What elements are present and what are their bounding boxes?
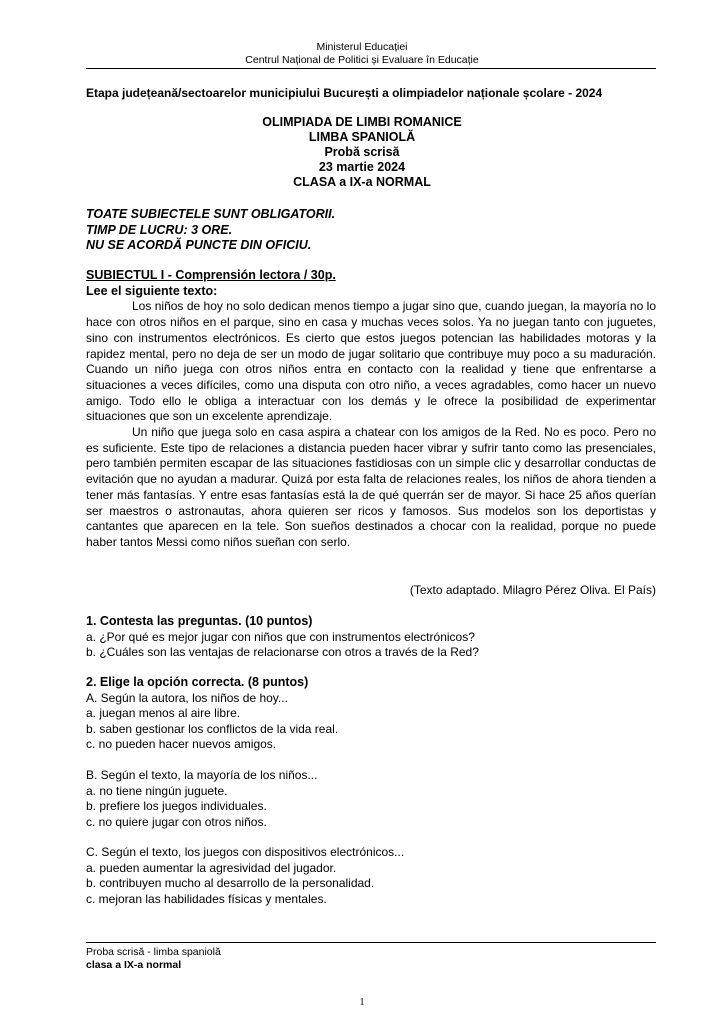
item-a-option: a. juegan menos al aire libre.	[86, 706, 241, 720]
exercise-2-heading: 2. Elige la opción correcta. (8 puntos)	[86, 675, 309, 689]
header-center: Centrul Național de Politici și Evaluare în Educație	[245, 54, 479, 66]
item-a-stem: A. Según la autora, los niños de hoy...	[86, 690, 288, 705]
rule-time: TIMP DE LUCRU: 3 ORE.	[86, 222, 233, 237]
footer	[86, 946, 221, 972]
item-c-option: c. mejoran las habilidades físicas y mentales.	[86, 891, 327, 906]
olympiad-title: OLIMPIADA DE LIMBI ROMANICE	[262, 115, 462, 129]
exercise-1	[86, 614, 666, 661]
class-level: CLASA a IX-a NORMAL	[293, 175, 431, 189]
exam-rules	[86, 207, 335, 254]
item-b-option: a. no tiene ningún juguete.	[86, 783, 228, 798]
reading-paragraph: Un niño que juega solo en casa aspira a chatear con los amigos de la Red. No es poco. Pero no es suficiente. Este tipo de relaciones a distancia pueden hacer vibrar y sufrir tanto como las presenciales, pero también permiten escapar de las situaciones fastidiosas con un simple clic y desarrollar conductas de evitación que no ayudan a madurar. Quizá por esta falta de relaciones reales, los niños de ahora tienden a tener más fantasías. Y entre esas fantasías está la de qué querrán ser de mayor. Si hace 25 años querían ser maestros o astronautas, ahora quieren ser ricos y famosos. Sus modelos son los deportistas y cantantes que aparecen en la tele. Son sueños destinados a chocar con la realidad, porque no puede haber tantos Messi como niños sueñan con serlo.	[86, 425, 656, 549]
footer-line-2: clasa a IX-a normal	[86, 959, 182, 971]
exam-date: 23 martie 2024	[318, 160, 406, 174]
exam-titles	[0, 115, 724, 190]
text-credit: (Texto adaptado. Milagro Pérez Oliva. El País)	[409, 583, 656, 597]
section-reading	[86, 268, 656, 551]
exercise-2-item-c	[86, 845, 666, 907]
question-b: b. ¿Cuáles son las ventajas de relacionarse con otros a través de la Red?	[86, 645, 479, 659]
footer-line-1: Proba scrisă - limba spaniolă	[86, 946, 221, 958]
item-c-option: b. contribuyen mucho al desarrollo de la personalidad.	[86, 876, 375, 890]
footer-divider	[86, 942, 656, 943]
item-c-option: a. pueden aumentar la agresividad del jugador.	[86, 860, 337, 875]
exercise-2	[86, 675, 666, 753]
reading-instruction: Lee el siguiente texto:	[86, 283, 218, 298]
header-ministry: Ministerul Educației	[316, 41, 408, 53]
test-type: Probă scrisă	[324, 145, 400, 159]
section-title: SUBIECTUL I - Comprensión lectora / 30p.	[86, 268, 336, 282]
item-b-option: c. no quiere jugar con otros niños.	[86, 814, 267, 829]
page-number: 1	[359, 997, 365, 1008]
item-c-stem: C. Según el texto, los juegos con dispositivos electrónicos...	[86, 845, 405, 859]
item-a-option: c. no pueden hacer nuevos amigos.	[86, 737, 277, 751]
exercise-1-heading: 1. Contesta las preguntas. (10 puntos)	[86, 614, 313, 628]
header-divider	[86, 68, 656, 69]
stage-title: Etapa județeană/sectoarelor municipiului București a olimpiadelor naționale școlare - 2024	[86, 86, 603, 100]
rule-points: NU SE ACORDĂ PUNCTE DIN OFICIU.	[86, 238, 312, 252]
language-title: LIMBA SPANIOLĂ	[308, 130, 416, 144]
item-a-option: b. saben gestionar los conflictos de la vida real.	[86, 721, 339, 736]
item-b-stem: B. Según el texto, la mayoría de los niños...	[86, 768, 318, 782]
rule-mandatory: TOATE SUBIECTELE SUNT OBLIGATORII.	[86, 207, 336, 221]
item-b-option: b. prefiere los juegos individuales.	[86, 799, 267, 813]
question-a: a. ¿Por qué es mejor jugar con niños que con instrumentos electrónicos?	[86, 629, 475, 644]
exercise-2-item-b	[86, 768, 666, 830]
reading-paragraph: Los niños de hoy no solo dedican menos tiempo a jugar sino que, cuando juegan, la mayoría no lo hace con otros niños en el parque, sino en casa y muchas veces solos. Ya no juegan tanto con juguetes, sino con instrumentos electrónicos. Es cierto que estos juegos potencian las habilidades motoras y la rapidez mental, pero no deja de ser un modo de jugar solitario que contribuye muy poco a su maduración. Cuando un niño juega con otros niños entra en contacto con la realidad y tiene que enfrentarse a situaciones a veces difíciles, como una disputa con otro niño, a veces agradables, como hacer un nuevo amigo. Todo ello le obliga a interactuar con los demás y le ofrece la posibilidad de experimentar situaciones que son un excelente aprendizaje.	[86, 299, 656, 424]
